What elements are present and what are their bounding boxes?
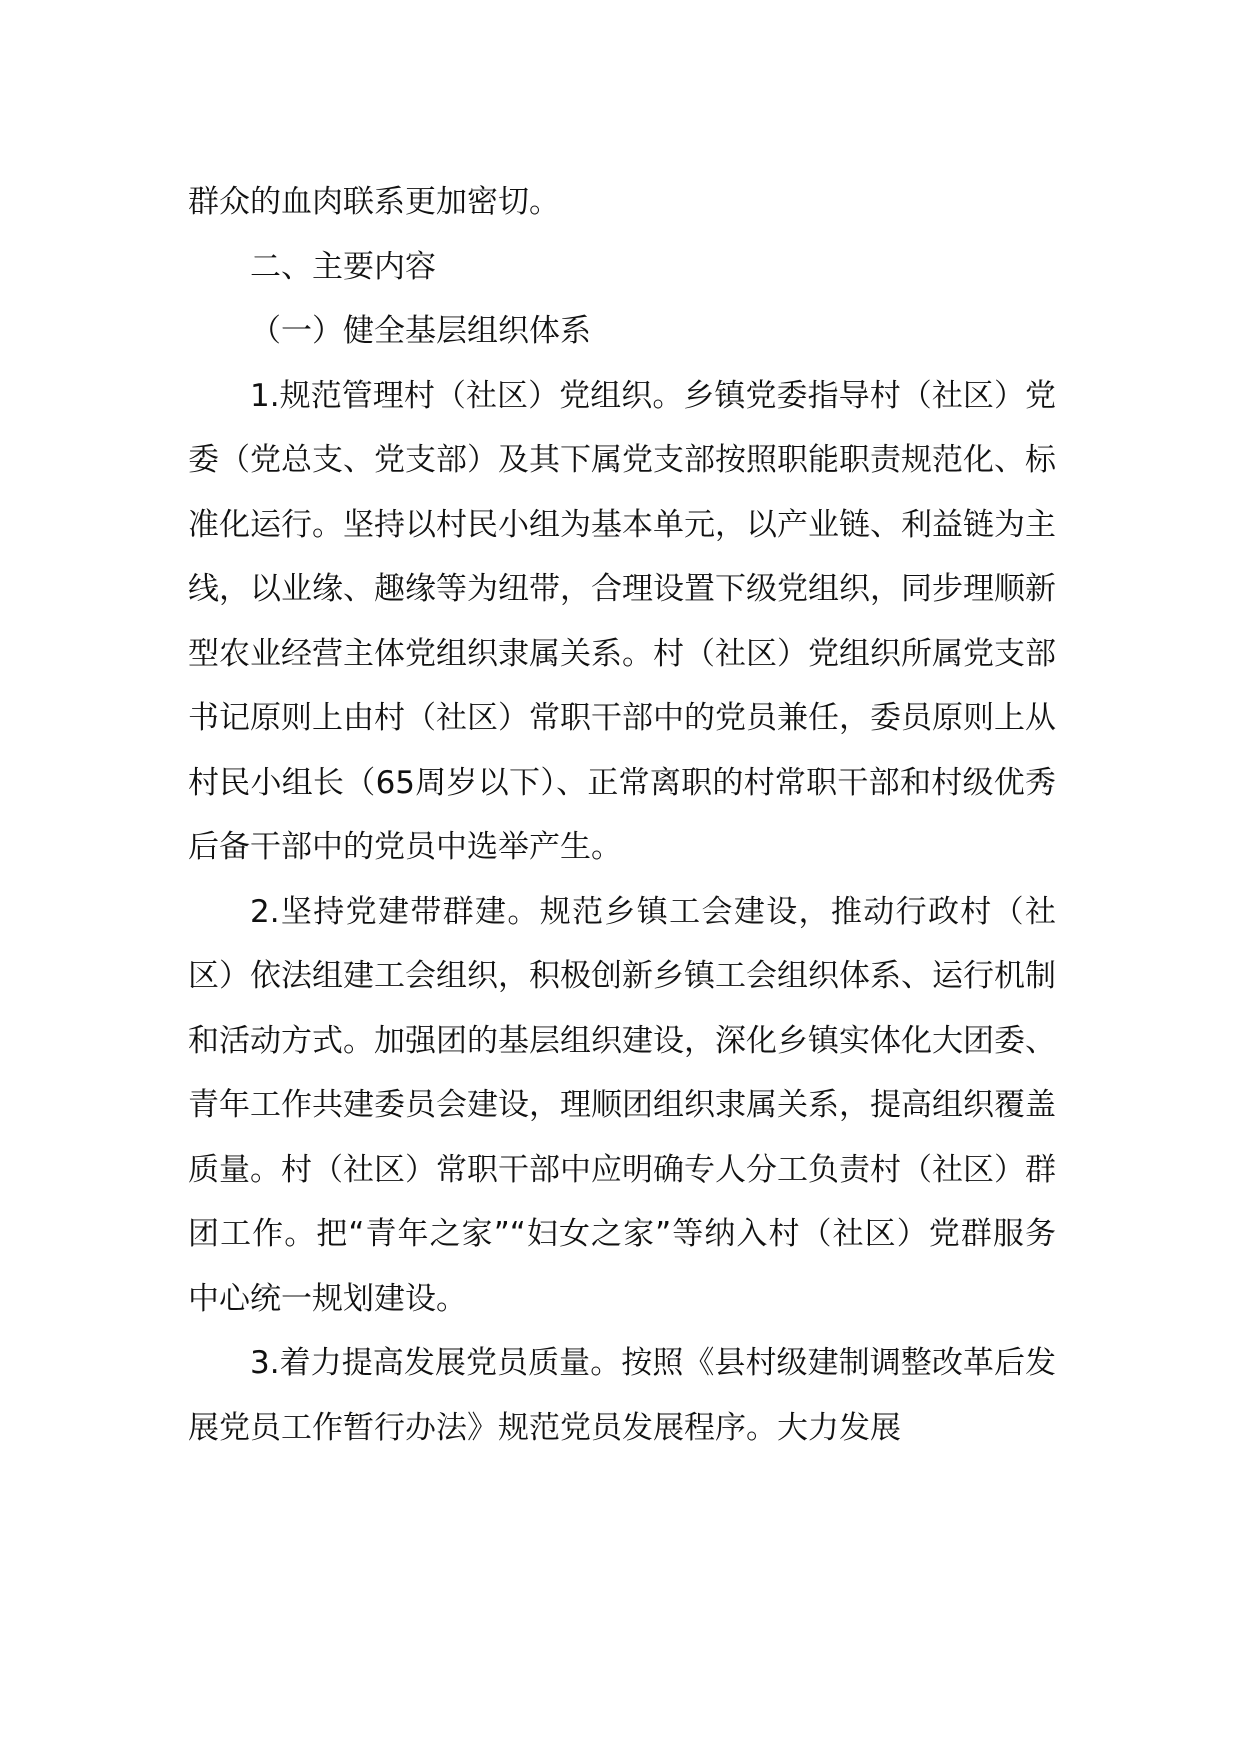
paragraph-item-3: 3.着力提高发展党员质量。按照《县村级建制调整改革后发展党员工作暂行办法》规范党员发展程序。大力发展: [188, 1345, 1056, 1446]
paragraph-continuation: 群众的血肉联系更加密切。: [188, 184, 560, 220]
subsection-heading: （一）健全基层组织体系: [250, 313, 591, 349]
document-body: [188, 170, 1056, 1460]
paragraph-item-1: 1.规范管理村（社区）党组织。乡镇党委指导村（社区）党委（党总支、党支部）及其下属党支部按照职能职责规范化、标准化运行。坚持以村民小组为基本单元，以产业链、利益链为主线，以业缘、趣缘等为纽带，合理设置下级党组织，同步理顺新型农业经营主体党组织隶属关系。村（社区）党组织所属党支部书记原则上由村（社区）常职干部中的党员兼任，委员原则上从村民小组长（65周岁以下）、正常离职的村常职干部和村级优秀后备干部中的党员中选举产生。: [188, 377, 1056, 865]
section-heading: 二、主要内容: [250, 248, 436, 285]
paragraph-item-2: 2.坚持党建带群建。规范乡镇工会建设，推动行政村（社区）依法组建工会组织，积极创新乡镇工会组织体系、运行机制和活动方式。加强团的基层组织建设，深化乡镇实体化大团委、青年工作共建委员会建设，理顺团组织隶属关系，提高组织覆盖质量。村（社区）常职干部中应明确专人分工负责村（社区）群团工作。把“青年之家”“妇女之家”等纳入村（社区）党群服务中心统一规划建设。: [188, 893, 1056, 1317]
